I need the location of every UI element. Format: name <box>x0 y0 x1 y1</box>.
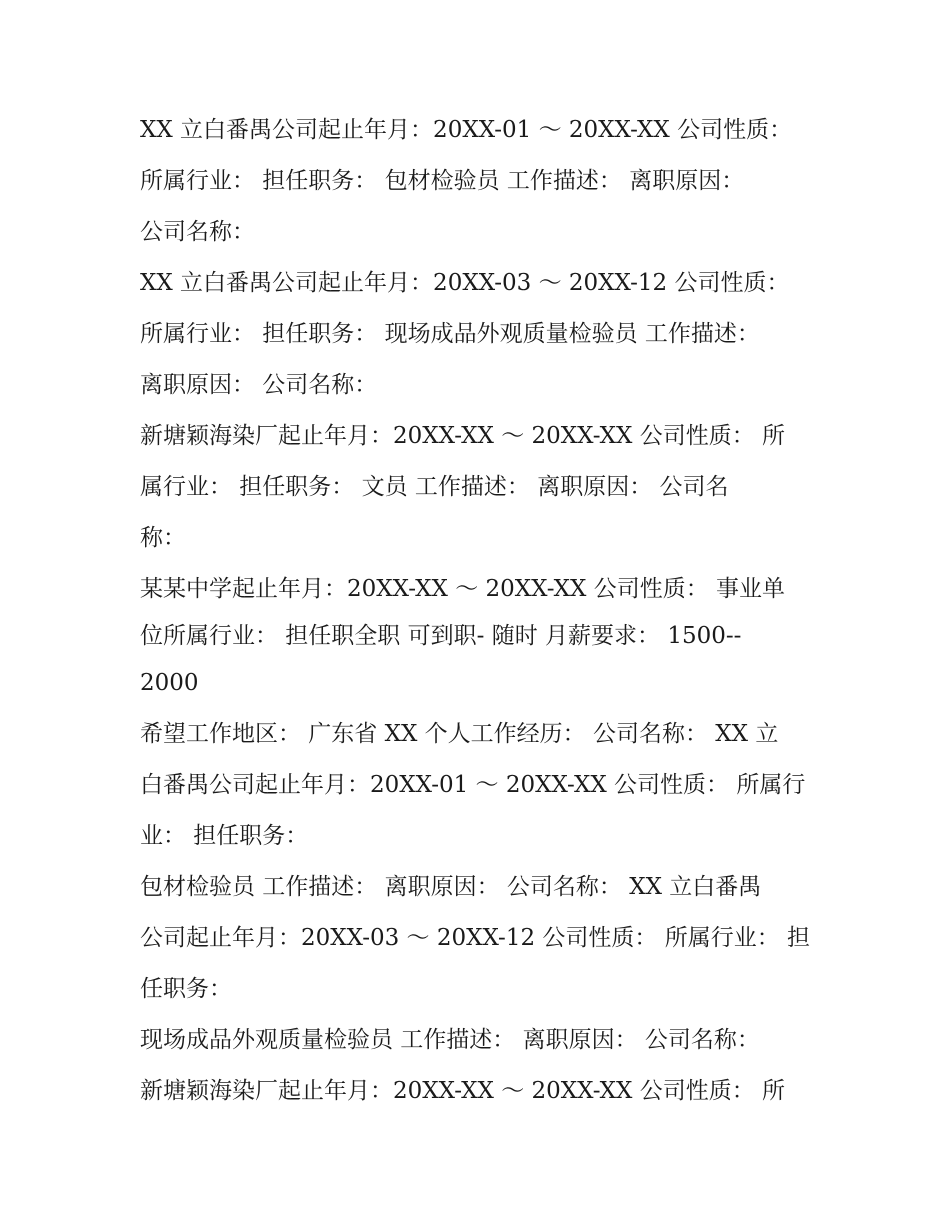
text-line: 称： <box>140 525 186 551</box>
text-line: 现场成品外观质量检验员 工作描述： 离职原因： 公司名称： <box>140 1027 760 1053</box>
text-line: 包材检验员 工作描述： 离职原因： 公司名称： XX 立白番禺 <box>140 874 762 900</box>
text-line: 所属行业： 担任职务： 包材检验员 工作描述： 离职原因： <box>140 168 745 194</box>
text-line: 希望工作地区： 广东省 XX 个人工作经历： 公司名称： XX 立 <box>140 721 779 747</box>
text-line: 新塘颖海染厂起止年月：20XX-XX ～ 20XX-XX 公司性质： 所 <box>140 1078 786 1104</box>
text-line: 某某中学起止年月：20XX-XX ～ 20XX-XX 公司性质： 事业单 <box>140 576 786 602</box>
text-line: 位所属行业： 担任职全职 可到职- 随时 月薪要求： 1500-- <box>140 623 742 649</box>
text-line: 离职原因： 公司名称： <box>140 372 378 398</box>
text-line: 2000 <box>140 670 199 696</box>
text-line: 公司名称： <box>140 219 255 245</box>
text-line: 业： 担任职务： <box>140 823 309 849</box>
text-line: 属行业： 担任职务： 文员 工作描述： 离职原因： 公司名 <box>140 474 729 500</box>
text-line: 公司起止年月：20XX-03 ～ 20XX-12 公司性质： 所属行业： 担 <box>140 925 811 951</box>
text-line: 任职务： <box>140 976 232 1002</box>
text-line: 所属行业： 担任职务： 现场成品外观质量检验员 工作描述： <box>140 321 760 347</box>
text-line: 白番禺公司起止年月：20XX-01 ～ 20XX-XX 公司性质： 所属行 <box>140 772 806 798</box>
text-line: XX 立白番禺公司起止年月：20XX-01 ～ 20XX-XX 公司性质： <box>140 117 793 143</box>
body-text <box>140 105 820 1117</box>
text-line: 新塘颖海染厂起止年月：20XX-XX ～ 20XX-XX 公司性质： 所 <box>140 423 786 449</box>
text-line: XX 立白番禺公司起止年月：20XX-03 ～ 20XX-12 公司性质： <box>140 270 790 296</box>
